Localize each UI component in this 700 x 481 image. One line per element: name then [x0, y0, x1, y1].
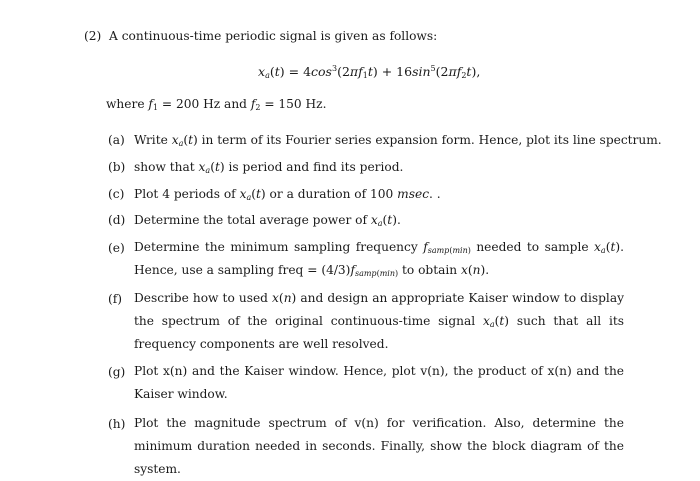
- part-text: Describe how to used x(n) and design an appropriate Kaiser window to display the spectrum of the original continuous-time signal $x_a(t)$ such that all its frequency components are well resolved.: [134, 291, 624, 351]
- frequency-definitions: where $f_1 = 200$ Hz and $f_2 = 150$ Hz.: [106, 97, 327, 112]
- part-text: Plot 4 periods of $x_a(t)$ or a duration of 100 msec. .: [134, 187, 441, 202]
- part-text: Plot x(n) and the Kaiser window. Hence, plot v(n), the product of x(n) and the Kaiser window.: [134, 364, 624, 401]
- part-label: (c): [108, 187, 125, 201]
- signal-equation: $x_a(t) = 4\cos^3(2\pi f_1t) + 16\sin^5(2\pi f_2t)$,: [258, 64, 481, 80]
- part-label: (d): [108, 213, 126, 227]
- part-text: Write $x_a(t)$ in term of its Fourier series expansion form. Hence, plot its line spectrum.: [134, 133, 662, 148]
- problem-header: [84, 29, 437, 43]
- part-label: (h): [108, 417, 126, 431]
- problem-intro: A continuous-time periodic signal is given as follows:: [105, 29, 438, 43]
- problem-number: (2): [84, 29, 102, 43]
- part-text: Determine the minimum sampling frequency $f_{samp(min)}$ needed to sample $x_a(t)$. Hence, use a sampling freq = $(4/3)f_{samp(min)}$ to obtain x(n).: [134, 240, 625, 278]
- part-label: (g): [108, 365, 126, 379]
- part-text: Plot the magnitude spectrum of v(n) for verification. Also, determine the minimum duration needed in seconds. Finally, show the block diagram of the system.: [134, 416, 624, 476]
- part-text: show that $x_a(t)$ is period and find its period.: [134, 160, 404, 175]
- part-label: (f): [108, 292, 123, 306]
- part-label: (a): [108, 133, 125, 147]
- part-label: (b): [108, 160, 126, 174]
- part-text: Determine the total average power of $x_a(t)$.: [134, 213, 401, 228]
- part-label: (e): [108, 241, 125, 255]
